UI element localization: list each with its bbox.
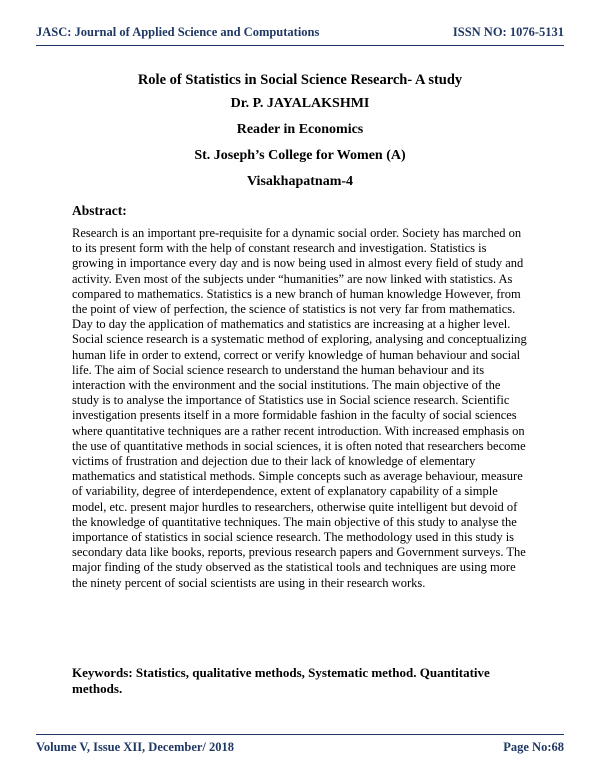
journal-name: JASC: Journal of Applied Science and Computations bbox=[36, 25, 320, 39]
title-block bbox=[60, 71, 540, 199]
volume-issue: Volume V, Issue XII, December/ 2018 bbox=[36, 740, 235, 754]
author-name: Dr. P. JAYALAKSHMI bbox=[230, 96, 370, 111]
author-designation: Reader in Economics bbox=[236, 122, 364, 137]
footer-divider bbox=[36, 734, 564, 735]
running-footer bbox=[36, 740, 564, 758]
author-location: Visakhapatnam-4 bbox=[246, 174, 354, 189]
issn-number: ISSN NO: 1076-5131 bbox=[452, 25, 564, 39]
keywords: Keywords: Statistics, qualitative methods, Systematic method. Quantitative methods. bbox=[72, 665, 490, 696]
running-header bbox=[36, 25, 564, 43]
header-divider bbox=[36, 45, 564, 46]
author-institution: St. Joseph’s College for Women (A) bbox=[194, 148, 406, 163]
abstract-heading: Abstract: bbox=[72, 203, 127, 218]
paper-title: Role of Statistics in Social Science Research- A study bbox=[137, 72, 463, 88]
page-number: Page No:68 bbox=[503, 740, 564, 754]
abstract-body: Research is an important pre-requisite for a dynamic social order. Society has marched on to its present form with the help of constant research and investigation. Statistics is growing in importance every day and is now being used in almost every field of study and activity. Even most of the subjects under “humanities” are now linked with statistics. As compared to mathematics. Statistics is a new branch of human knowledge However, from the point of view of perfection, the science of statistics is not very far from mathematics. Day to day the application of mathematics and statistics are increasing at a higher level. Social science research is a systematic method of exploring, analysing and conceptualizing human life in order to extend, correct or verify knowledge of human behaviour and social life. The aim of Social science research to understand the human behaviour and its interaction with the environment and the social institutions. The main objective of the study is to analyse the importance of Statistics use in Social science research. Scientific investigation presents itself in a more formidable fashion in the faculty of social sciences where quantitative techniques are a rather recent introduction. With increased emphasis on the use of quantitative methods in social sciences, it is often noted that researchers become victims of frustration and dejection due to their lack of knowledge of elementary mathematics and statistical methods. Simple concepts such as average behaviour, measure of variability, degree of interdependence, extent of explanatory capability of a simple model, etc. present major hurdles to researchers, otherwise quite intelligent but devoid of the knowledge of quantitative techniques. The main objective of this study to analyse the importance of statistics in social science research. The methodology used in this study is secondary data like books, reports, previous research papers and Government surveys. The major finding of the study observed as the statistical tools and techniques are using more the ninety percent of social scientists are using in their research works. bbox=[72, 226, 527, 590]
